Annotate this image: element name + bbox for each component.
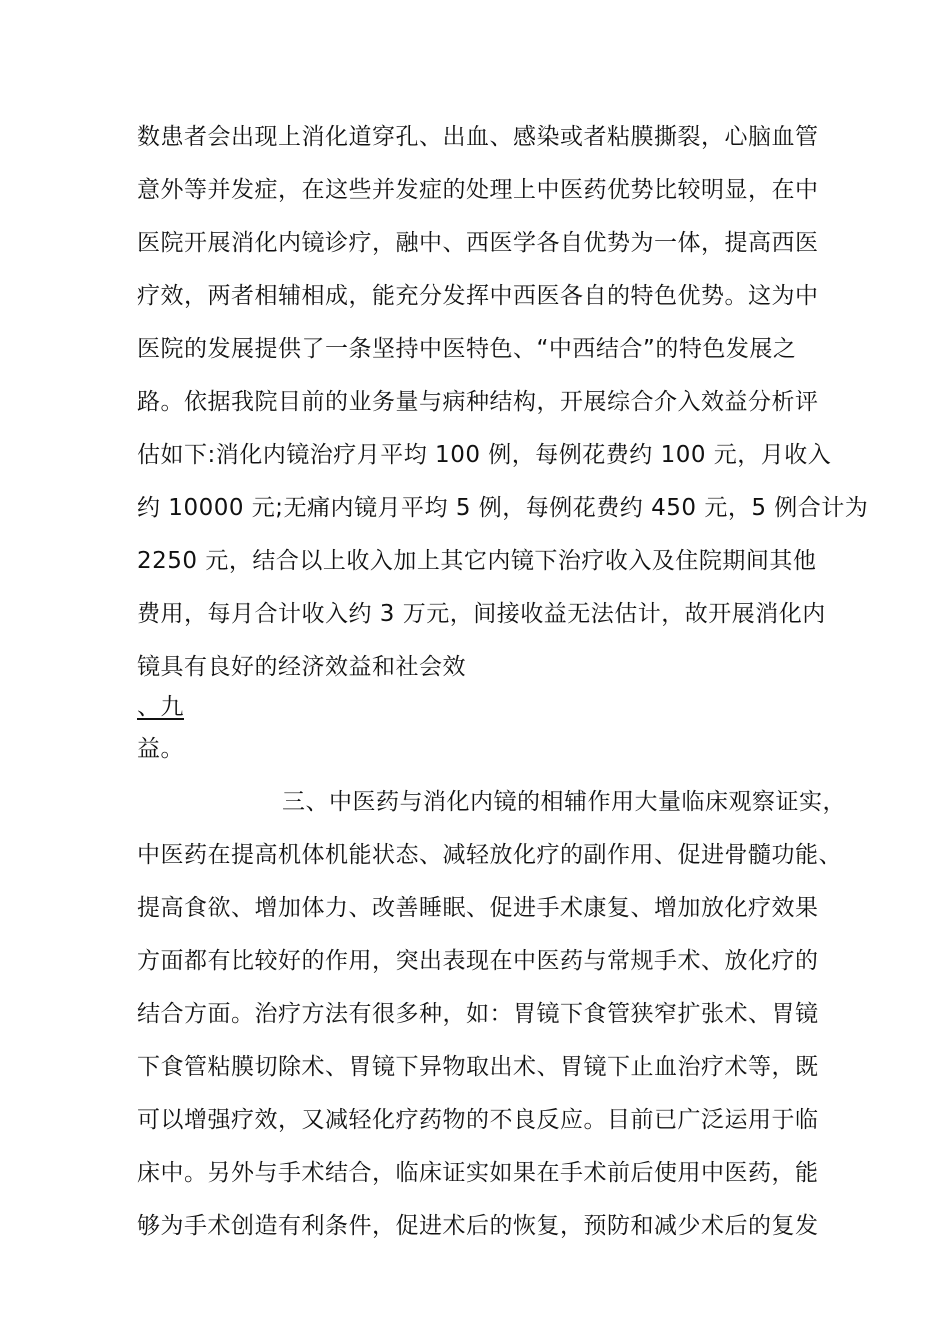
text-line: 可以增强疗效，又减轻化疗药物的不良反应。目前已广泛运用于临 — [137, 1107, 819, 1133]
section-mark: 、九 — [137, 694, 184, 720]
text-line: 提高食欲、增加体力、改善睡眠、促进手术康复、增加放化疗效果 — [137, 895, 819, 921]
text-line: 意外等并发症，在这些并发症的处理上中医药优势比较明显，在中 — [137, 177, 819, 203]
text-line: 数患者会出现上消化道穿孔、出血、感染或者粘膜撕裂，心脑血管 — [137, 124, 819, 150]
text-line: 路。依据我院目前的业务量与病种结构，开展综合介入效益分析评 — [137, 389, 819, 415]
text-line: 医院的发展提供了一条坚持中医特色、“中西结合”的特色发展之 — [137, 336, 797, 362]
text-line: 估如下:消化内镜治疗月平均 100 例，每例花费约 100 元，月收入 — [137, 442, 832, 468]
text-line: 镜具有良好的经济效益和社会效 — [137, 654, 466, 680]
text-line: 够为手术创造有利条件，促进术后的恢复，预防和减少术后的复发 — [137, 1213, 819, 1239]
text-line: 结合方面。治疗方法有很多种，如：胃镜下食管狭窄扩张术、胃镜 — [137, 1001, 819, 1027]
text-line: 中医药在提高机体机能状态、减轻放化疗的副作用、促进骨髓功能、 — [137, 842, 842, 868]
text-line: 下食管粘膜切除术、胃镜下异物取出术、胃镜下止血治疗术等，既 — [137, 1054, 819, 1080]
text-line: 2250 元，结合以上收入加上其它内镜下治疗收入及住院期间其他 — [137, 548, 817, 574]
text-line: 费用，每月合计收入约 3 万元，间接收益无法估计，故开展消化内 — [137, 601, 826, 627]
text-line: 疗效，两者相辅相成，能充分发挥中西医各自的特色优势。这为中 — [137, 283, 819, 309]
text-line: 约 10000 元;无痛内镜月平均 5 例，每例花费约 450 元，5 例合计为 — [137, 495, 869, 521]
section-heading-line: 三、中医药与消化内镜的相辅作用大量临床观察证实， — [282, 789, 846, 815]
text-line: 方面都有比较好的作用，突出表现在中医药与常规手术、放化疗的 — [137, 948, 819, 974]
text-line: 益。 — [137, 736, 184, 762]
text-line: 医院开展消化内镜诊疗，融中、西医学各自优势为一体，提高西医 — [137, 230, 819, 256]
text-line: 床中。另外与手术结合，临床证实如果在手术前后使用中医药，能 — [137, 1160, 819, 1186]
